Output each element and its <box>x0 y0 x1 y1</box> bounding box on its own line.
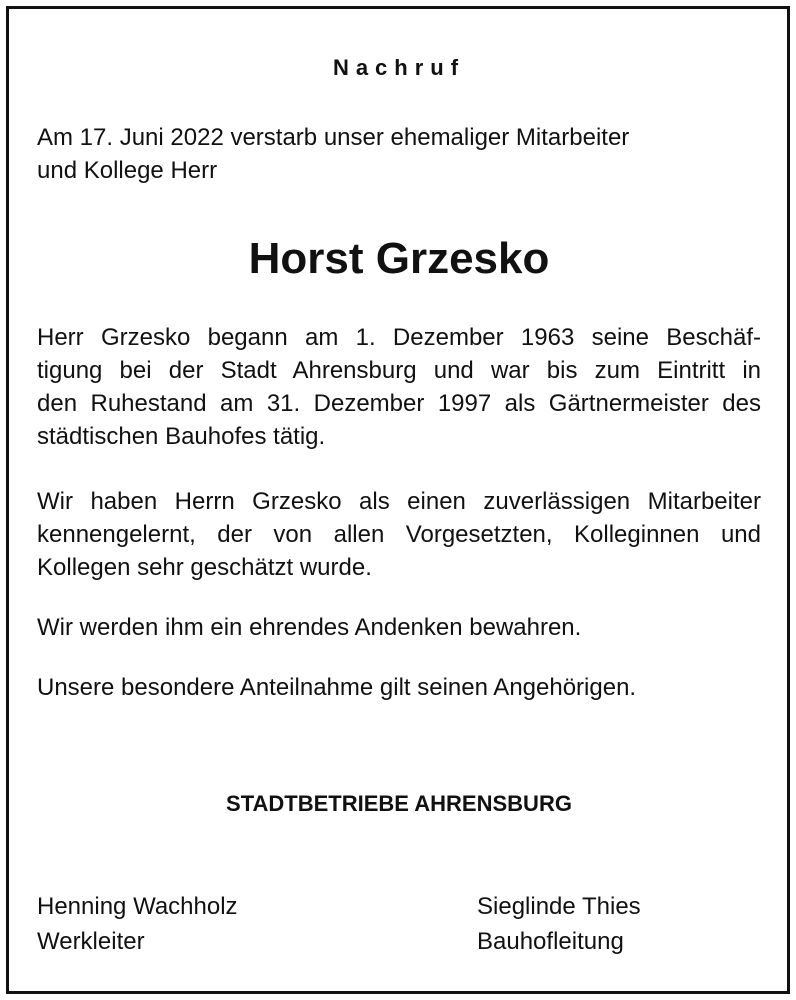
intro-line-1: Am 17. Juni 2022 verstarb unser ehemaliger Mitarbeiter <box>37 124 630 151</box>
intro-paragraph <box>37 121 761 187</box>
signatory-role: Bauhofleitung <box>477 928 624 955</box>
signatory-name: Henning Wachholz <box>37 893 238 920</box>
obituary-heading: Nachruf <box>332 55 466 80</box>
career-line-1: Herr Grzesko begann am 1. Dezember 1963 seine Beschäf- <box>37 324 761 351</box>
career-paragraph <box>37 321 761 453</box>
appreciation-line-2: kennengelernt, der von allen Vorgesetzten, Kolleginnen und <box>37 521 761 548</box>
signatory-name: Sieglinde Thies <box>477 893 641 920</box>
signatory-right <box>477 889 641 959</box>
appreciation-line-1: Wir haben Herrn Grzesko als einen zuverlässigen Mitarbeiter <box>37 488 761 515</box>
organization-name: STADTBETRIEBE AHRENSBURG <box>226 791 572 816</box>
signatory-left <box>37 889 238 959</box>
obituary-frame <box>6 6 790 994</box>
signatory-role: Werkleiter <box>37 928 145 955</box>
appreciation-line-3: Kollegen sehr geschätzt wurde. <box>37 554 372 581</box>
remembrance-paragraph: Wir werden ihm ein ehrendes Andenken bewahren. <box>37 614 582 641</box>
intro-line-2: und Kollege Herr <box>37 157 218 184</box>
appreciation-paragraph <box>37 485 761 584</box>
condolence-paragraph: Unsere besondere Anteilnahme gilt seinen Angehörigen. <box>37 674 637 701</box>
deceased-name: Horst Grzesko <box>248 234 550 283</box>
career-line-4: städtischen Bauhofes tätig. <box>37 423 326 450</box>
career-line-3: den Ruhestand am 31. Dezember 1997 als Gärtnermeister des <box>37 390 761 417</box>
career-line-2: tigung bei der Stadt Ahrensburg und war bis zum Eintritt in <box>37 357 761 384</box>
